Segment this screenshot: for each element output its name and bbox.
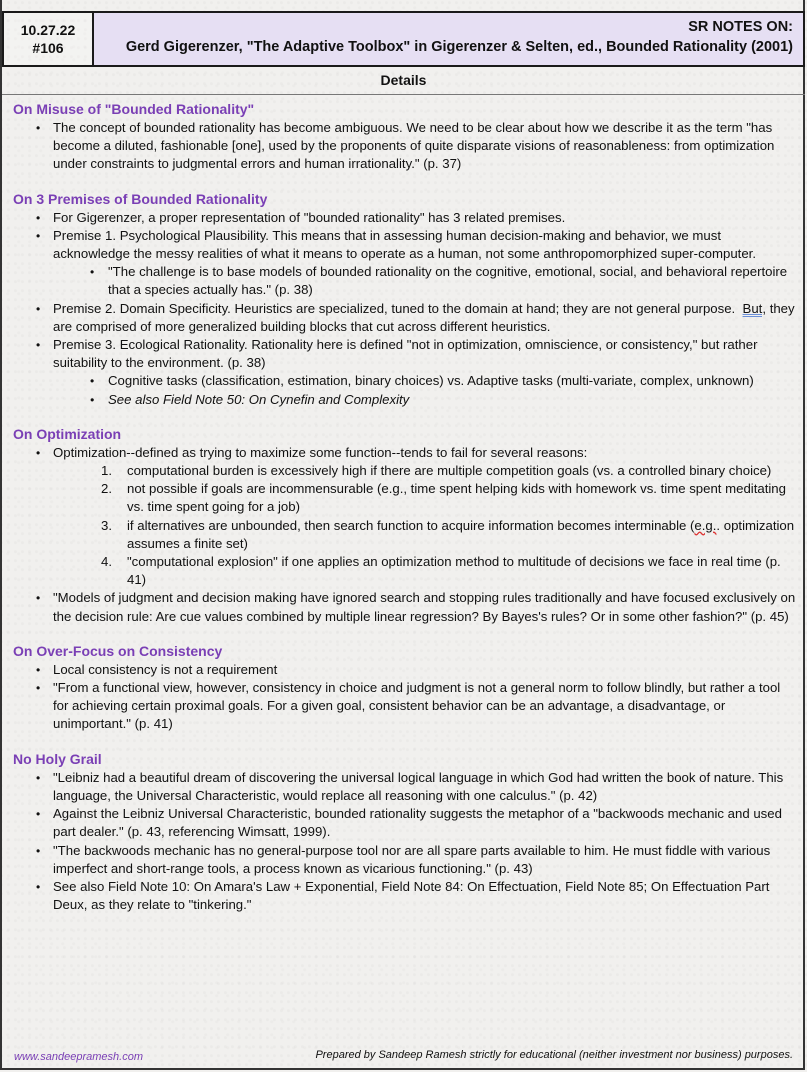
spellcheck-mark: But, [742,300,767,316]
list-item: • "Leibniz had a beautiful dream of discovering the universal logical language in which God had written the book of nature. This language, the Universal Characteristic, would replace all reasoning with one calculus." (p. 42) [13,769,797,805]
section-heading: On Optimization [13,425,122,442]
document-title: Gerd Gigerenzer, "The Adaptive Toolbox" in Gigerenzer & Selten, ed., Bounded Rationality (2001) [125,39,793,55]
list-item: • "Models of judgment and decision making have ignored search and stopping rules traditionally and have focused exclusively on the decision rule: Are cue values combined by multiple linear regression? By Bayes's rules? Or in some other fashion?" (p. 45) [13,589,797,625]
item-text: computational burden is excessively high if there are multiple competition goals (vs. a controlled binary choice) [127,463,772,479]
sub-list-item: • "The challenge is to base models of bounded rationality on the cognitive, emotional, social, and behavioral repertoire that a species actually has." (p. 38) [13,263,797,299]
numbered-item [13,462,797,480]
sub-list-item: • Cognitive tasks (classification, estimation, binary choices) vs. Adaptive tasks (multi-variate, complex, unknown) [13,372,797,390]
list-item: • The concept of bounded rationality has become ambiguous. We need to be clear about how we describe it as the term "has become a diluted, fashionable [one], used by the proponents of quite disparate visions of reasonableness: from optimization under constraints to judgmental errors and human irrationality." (p. 37) [13,119,797,174]
list-item: • "From a functional view, however, consistency in choice and judgment is not a general norm to follow blindly, but rather a tool for achieving certain proximal goals. For a given goal, consistent behavior can be an advantage, a disadvantage, or unimportant." (p. 41) [13,679,797,734]
item-text: Premise 2. Domain Specificity. Heuristics are specialized, tuned to the domain at hand; they are not general purpose. [53,300,736,316]
item-number: 4. [101,554,112,570]
list-item: • Premise 1. Psychological Plausibility. This means that in assessing human decision-making and behavior, we must acknowledge the messy realities of what it means to operate as a human, not some anthropomorphized super-computer. [13,227,797,263]
section-heading: On Misuse of "Bounded Rationality" [13,101,255,117]
note-date: 10.27.22 [20,22,76,38]
section-heading: On 3 Premises of Bounded Rationality [13,190,268,207]
item-text: . optimization assumes a finite set) [127,517,795,551]
list-item [13,300,797,336]
item-text: they are comprised of more generalized building blocks that cut across different heuristics. [53,300,795,334]
note-id-box [4,13,94,65]
item-number: 3. [101,517,112,533]
list-item: • See also Field Note 10: On Amara's Law + Exponential, Field Note 84: On Effectuation, Field Note 85; On Effectuation Part Deux, as they relate to "tinkering." [13,878,797,914]
list-item: • "The backwoods mechanic has no general-purpose tool nor are all spare parts available to him. He must fiddle with various imperfect and short-range tools, a process known as vicarious functioning." (p. 43) [13,842,797,878]
details-heading: Details [2,67,805,95]
section-optimization [13,425,797,626]
numbered-item [13,517,797,553]
section-holy-grail [13,750,797,915]
note-number: #106 [32,40,64,56]
disclaimer: Prepared by Sandeep Ramesh strictly for educational (neither investment nor business) purposes. [315,1049,793,1061]
item-text: "computational explosion" if one applies an optimization method to multitude of decisions we face in real time (p. 41) [127,554,781,588]
list-item: • For Gigerenzer, a proper representation of "bounded rationality" has 3 related premises. [13,209,797,227]
item-number: 1. [101,463,112,479]
cross-reference: • See also Field Note 50: On Cynefin and Complexity [13,391,797,409]
notes-label: SR NOTES ON: [688,19,793,35]
section-misuse [13,100,797,174]
section-premises [13,190,797,409]
list-item: • Against the Leibniz Universal Characteristic, bounded rationality suggests the metaphor of a "backwoods mechanic and used part dealer." (p. 43, referencing Wimsatt, 1999). [13,805,797,841]
section-heading: No Holy Grail [13,750,102,767]
header [2,11,805,67]
section-consistency [13,642,797,734]
list-item: • Local consistency is not a requirement [13,661,797,679]
list-item: • Premise 3. Ecological Rationality. Rationality here is defined "not in optimization, omniscience, or consistency," but rather suitability to the environment. (p. 38) [13,336,797,372]
spellcheck-mark: e.g. [694,517,717,533]
title-box [94,13,803,65]
item-number: 2. [101,481,112,497]
website-link[interactable]: www.sandeepramesh.com [14,1051,144,1063]
numbered-item [13,480,797,516]
item-text: not possible if goals are incommensurable (e.g., time spent helping kids with homework vs. time spent meditating vs. time spent going for a job) [127,481,786,515]
numbered-item [13,553,797,589]
content [13,100,797,930]
list-item: • Optimization--defined as trying to maximize some function--tends to fail for several reasons: [13,444,797,462]
section-heading: On Over-Focus on Consistency [13,642,223,659]
item-text: if alternatives are unbounded, then search function to acquire information becomes interminable ( [127,517,695,533]
